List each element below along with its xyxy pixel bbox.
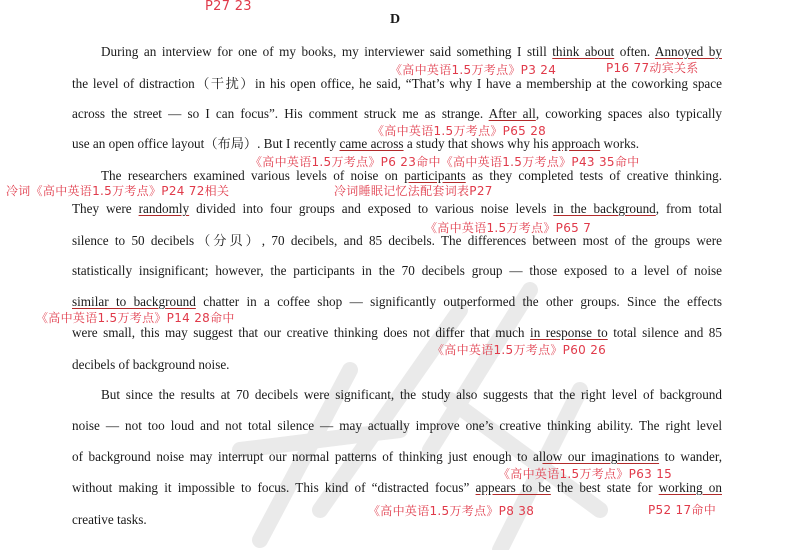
text-line: noise — not too loud and not total silence — may actually improve one’s creative thinking ability. The right level: [72, 418, 722, 433]
text-line: across the street — so I can focus”. His comment struck me as strange. After all, coworking spaces also typically: [72, 106, 722, 121]
underlined-phrase: low our imaginations: [542, 449, 660, 464]
text-line: They were randomly divided into four groups and exposed to various noise levels in the background, from total: [72, 201, 723, 216]
text-line: statistically insignificant; however, the participants in the 70 decibels group — those exposed to a level of noise: [72, 263, 722, 278]
text-line: But since the results at 70 decibels were significant, the study also suggests that the right level of background: [101, 387, 722, 402]
annotation: 《高中英语1.5万考点》P6 23命中《高中英语1.5万考点》P43 35命中: [250, 155, 640, 169]
text-line: without making it impossible to focus. This kind of “distracted focus” appears to be the best state for working on: [72, 480, 722, 495]
text-line: of background noise may interrupt our normal patterns of thinking just enough to allow our imaginations to wander,: [72, 449, 722, 464]
underlined-phrase: in response to: [530, 325, 608, 340]
annotation: 《高中英语1.5万考点》P14 28命中: [36, 311, 235, 325]
annotation: 《高中英语1.5万考点》P60 26: [432, 343, 607, 357]
underlined-phrase: Annoyed by: [654, 44, 722, 59]
text-line: decibels of background noise.: [72, 357, 230, 372]
annotation: 《高中英语1.5万考点》P65 28: [372, 124, 547, 138]
underlined-phrase: came across: [339, 136, 404, 151]
text-line: During an interview for one of my books, my interviewer said something I still think about often. Annoyed by: [101, 44, 722, 59]
annotation: 《高中英语1.5万考点》P65 7: [425, 221, 592, 235]
text-line: similar to background chatter in a coffee shop — significantly outperformed the other groups. Since the effects: [72, 294, 722, 309]
underlined-phrase: After all: [488, 106, 536, 121]
text-line: were small, this may suggest that our creative thinking does not differ that much in response to total silence and 85: [72, 325, 722, 340]
underlined-phrase: think about: [552, 44, 615, 59]
annotation: 《高中英语1.5万考点》P63 15: [498, 467, 673, 481]
underlined-phrase: in the background: [553, 201, 656, 216]
text-line: creative tasks.: [72, 512, 147, 527]
annotation: P52 17命中: [648, 503, 716, 517]
underlined-phrase: approach: [551, 136, 601, 151]
text-line: use an open office layout（布局）. But I recently came across a study that shows why his approach works.: [72, 136, 640, 151]
underlined-phrase: working on: [658, 480, 722, 495]
underlined-phrase: participants: [404, 168, 466, 183]
text-line: the level of distraction（干扰）in his open office, he said, “That’s why I have a membership at the coworking space: [72, 76, 722, 91]
annotation: 冷词睡眠记忆法配套词表P27: [334, 184, 493, 198]
page-reference-annotation: P27 23: [205, 0, 252, 14]
annotation: 《高中英语1.5万考点》P8 38: [368, 504, 535, 518]
text-line: The researchers examined various levels of noise on participants as they completed tests of creative thinking.: [101, 168, 723, 183]
underlined-phrase: similar to background: [72, 294, 196, 309]
section-label: D: [390, 12, 401, 27]
underlined-phrase: appears to be: [475, 480, 551, 495]
annotation: 冷词《高中英语1.5万考点》P24 72相关: [6, 184, 230, 198]
annotation: P16 77动宾关系: [606, 61, 699, 75]
underlined-phrase: randomly: [138, 201, 190, 216]
annotation: 《高中英语1.5万考点》P3 24: [390, 63, 557, 77]
text-line: silence to 50 decibels（分贝）, 70 decibels, and 85 decibels. The differences between most of the groups were: [72, 233, 722, 248]
